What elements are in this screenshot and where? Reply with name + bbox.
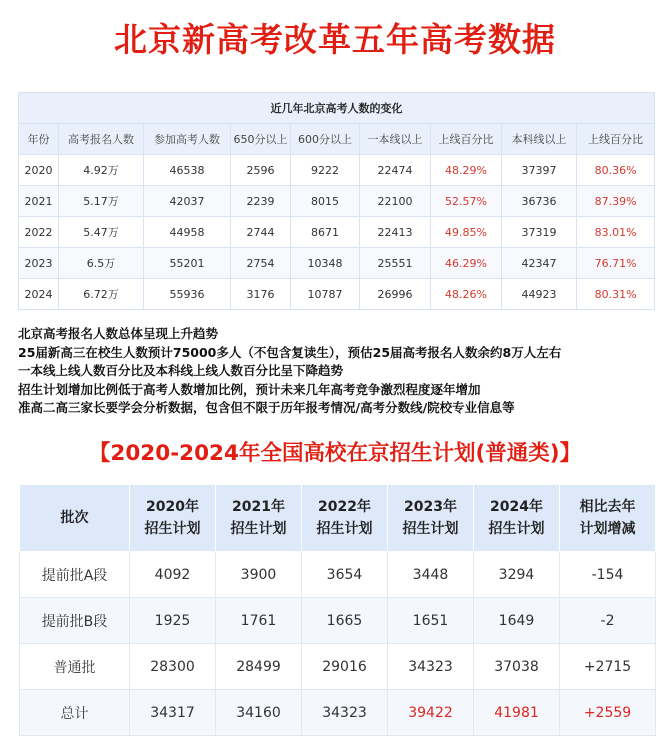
table-row — [20, 644, 656, 690]
percent-cell: 80.31% — [577, 279, 655, 310]
table-cell: 34323 — [388, 644, 474, 690]
header-line: 2021年 — [232, 499, 285, 515]
table-cell: +2715 — [560, 644, 656, 690]
table-cell: 42347 — [502, 248, 577, 279]
table-cell: 37397 — [502, 155, 577, 186]
percent-cell: 48.26% — [431, 279, 502, 310]
table-cell: 22474 — [360, 155, 431, 186]
percent-cell: 49.85% — [431, 217, 502, 248]
note-line: 准高二高三家长要学会分析数据，包含但不限于历年报考情况/高考分数线/院校专业信息等 — [18, 400, 515, 416]
table-cell: 10348 — [291, 248, 360, 279]
table-cell: 2023 — [19, 248, 59, 279]
table-cell: 22100 — [360, 186, 431, 217]
table-cell: 44923 — [502, 279, 577, 310]
header-line: 2020年 — [146, 499, 199, 515]
note-line: 一本线上线人数百分比及本科线上线人数百分比呈下降趋势 — [18, 363, 344, 379]
table-cell: 1925 — [130, 598, 216, 644]
table-cell: 2024 — [19, 279, 59, 310]
column-header: 一本线以上 — [360, 124, 431, 155]
table-cell: 总计 — [20, 690, 130, 736]
percent-cell: 83.01% — [577, 217, 655, 248]
table-row — [19, 279, 655, 310]
table-cell: 2020 — [19, 155, 59, 186]
note-line: 招生计划增加比例低于高考人数增加比例，预计未来几年高考竞争激烈程度逐年增加 — [18, 381, 481, 397]
table-cell: 55201 — [144, 248, 231, 279]
table-cell: 28300 — [130, 644, 216, 690]
table-cell: -2 — [560, 598, 656, 644]
table-cell: 25551 — [360, 248, 431, 279]
table-cell: 提前批A段 — [20, 552, 130, 598]
column-header: 年份 — [19, 124, 59, 155]
note-line: 25届新高三在校生人数预计75000多人（不包含复读生），预估25届高考报名人数余约8万人左右 — [18, 344, 562, 360]
table-cell: 26996 — [360, 279, 431, 310]
percent-cell: 52.57% — [431, 186, 502, 217]
table-cell: 4.92万 — [59, 155, 144, 186]
table-cell: 普通批 — [20, 644, 130, 690]
table-cell: 8015 — [291, 186, 360, 217]
section-title: 【2020-2024年全国高校在京招生计划(普通类)】 — [88, 441, 582, 466]
exam-count-table — [18, 92, 655, 310]
header-line: 招生计划 — [402, 521, 459, 537]
table-row — [20, 552, 656, 598]
column-header: 上线百分比 — [431, 124, 502, 155]
header-line: 招生计划 — [144, 521, 201, 537]
exam-count-table-wrapper — [18, 92, 654, 310]
table-cell: 2022 — [19, 217, 59, 248]
table-row — [19, 186, 655, 217]
highlight-cell: 39422 — [388, 690, 474, 736]
table-cell: 22413 — [360, 217, 431, 248]
table-cell: 37319 — [502, 217, 577, 248]
table-cell: 37038 — [474, 644, 560, 690]
table-cell: 2596 — [231, 155, 291, 186]
table-cell: 46538 — [144, 155, 231, 186]
table-cell: 1665 — [302, 598, 388, 644]
percent-cell: 80.36% — [577, 155, 655, 186]
table-cell: 34317 — [130, 690, 216, 736]
column-header: 参加高考人数 — [144, 124, 231, 155]
table-cell: 1651 — [388, 598, 474, 644]
table-row — [19, 248, 655, 279]
table-header-row — [19, 124, 655, 155]
table-cell: 5.17万 — [59, 186, 144, 217]
table-cell: 36736 — [502, 186, 577, 217]
table-cell: 10787 — [291, 279, 360, 310]
table-cell: 55936 — [144, 279, 231, 310]
percent-cell: 46.29% — [431, 248, 502, 279]
table-cell: 2754 — [231, 248, 291, 279]
column-header: 600分以上 — [291, 124, 360, 155]
table-cell: 29016 — [302, 644, 388, 690]
header-line: 2023年 — [404, 499, 457, 515]
percent-cell: 87.39% — [577, 186, 655, 217]
table-row — [20, 598, 656, 644]
column-header — [474, 485, 560, 552]
highlight-cell: 41981 — [474, 690, 560, 736]
column-header — [560, 485, 656, 552]
table-cell: 42037 — [144, 186, 231, 217]
column-header: 本科线以上 — [502, 124, 577, 155]
table-row — [19, 155, 655, 186]
header-line: 计划增减 — [579, 521, 636, 537]
percent-cell: 48.29% — [431, 155, 502, 186]
header-line: 2024年 — [490, 499, 543, 515]
table-cell: 2239 — [231, 186, 291, 217]
table-cell: 8671 — [291, 217, 360, 248]
header-line: 2022年 — [318, 499, 371, 515]
table-cell: 9222 — [291, 155, 360, 186]
enrollment-plan-table — [19, 484, 656, 736]
table-cell: 1761 — [216, 598, 302, 644]
table-cell: 3176 — [231, 279, 291, 310]
table-cell: 3448 — [388, 552, 474, 598]
column-header — [302, 485, 388, 552]
table-cell: 34160 — [216, 690, 302, 736]
table-cell: 3654 — [302, 552, 388, 598]
table-cell: 5.47万 — [59, 217, 144, 248]
header-line: 相比去年 — [579, 499, 636, 515]
table-cell: 44958 — [144, 217, 231, 248]
table-cell: 2021 — [19, 186, 59, 217]
table-cell: 1649 — [474, 598, 560, 644]
column-header — [216, 485, 302, 552]
column-header: 650分以上 — [231, 124, 291, 155]
note-line: 北京高考报名人数总体呈现上升趋势 — [18, 326, 219, 341]
table-cell: 6.72万 — [59, 279, 144, 310]
table-cell: 提前批B段 — [20, 598, 130, 644]
table-row — [19, 217, 655, 248]
table-caption: 近几年北京高考人数的变化 — [19, 93, 655, 124]
highlight-cell: +2559 — [560, 690, 656, 736]
analysis-notes — [18, 325, 658, 418]
table-cell: 6.5万 — [59, 248, 144, 279]
table-cell: 3900 — [216, 552, 302, 598]
column-header: 上线百分比 — [577, 124, 655, 155]
table-cell: 34323 — [302, 690, 388, 736]
table-row — [20, 690, 656, 736]
table-cell: 28499 — [216, 644, 302, 690]
column-header — [130, 485, 216, 552]
table-header-row — [20, 485, 656, 552]
header-line: 招生计划 — [488, 521, 545, 537]
percent-cell: 76.71% — [577, 248, 655, 279]
page-title: 北京新高考改革五年高考数据 — [114, 20, 556, 59]
enrollment-plan-table-wrapper — [19, 484, 655, 736]
column-header: 高考报名人数 — [59, 124, 144, 155]
table-cell: 3294 — [474, 552, 560, 598]
table-cell: -154 — [560, 552, 656, 598]
header-line: 招生计划 — [316, 521, 373, 537]
column-header — [388, 485, 474, 552]
table-cell: 4092 — [130, 552, 216, 598]
header-line: 批次 — [60, 510, 89, 526]
column-header — [20, 485, 130, 552]
header-line: 招生计划 — [230, 521, 287, 537]
table-cell: 2744 — [231, 217, 291, 248]
